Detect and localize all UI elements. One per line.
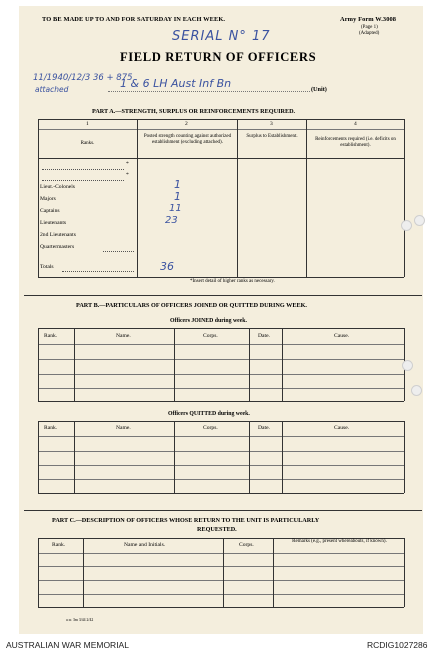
part-a-heading: PART A.—STRENGTH, SURPLUS OR REINFORCEMENTS REQUIRED. (92, 108, 296, 115)
quitted-col-date: Date. (258, 425, 270, 431)
col-header-strength: Posted strength counting against authorized establishment (excluding attached). (143, 134, 232, 145)
quitted-col-cause: Cause. (334, 425, 350, 431)
rank-lieutenants: Lieutenants (40, 220, 67, 226)
asterisk-row-1: * (126, 161, 129, 167)
col-header-surplus: Surplus to Establishment. (246, 134, 298, 139)
joined-col-rank: Rank. (44, 333, 58, 339)
part-c-heading-1: PART C.—DESCRIPTION OF OFFICERS WHOSE RETURN TO THE UNIT IS PARTICULARLY (52, 517, 320, 524)
rank-lieut-colonels: Lieut.-Colonels (40, 184, 75, 190)
punch-hole (411, 385, 422, 396)
strength-lieutenants: 23 (165, 215, 178, 226)
strength-captains: 11 (169, 203, 182, 214)
rank-quartermasters: Quartermasters (40, 244, 75, 250)
strength-majors: 1 (174, 190, 181, 203)
col-header-ranks: Ranks. (80, 141, 95, 146)
col-number-2: 2 (185, 121, 188, 127)
totals-label: Totals (40, 264, 54, 270)
asterisk-row-2: * (126, 172, 129, 178)
col-number-1: 1 (86, 121, 89, 127)
printer-note: a.w. 3m 3/44 2/42 (66, 618, 94, 622)
part-b-heading: PART B.—PARTICULARS OF OFFICERS JOINED OR QUITTED DURING WEEK. (76, 302, 307, 309)
form-page: (Page 1) (361, 25, 378, 30)
page-title: FIELD RETURN OF OFFICERS (120, 50, 317, 64)
form-instruction: TO BE MADE UP TO AND FOR SATURDAY IN EACH WEEK. (42, 16, 226, 23)
handwritten-unit: 1 & 6 LH Aust Inf Bn (120, 77, 232, 90)
footer-id: RCDIG1027286 (367, 640, 428, 650)
part-a-footnote: *Insert detail of higher ranks as necessary. (190, 279, 275, 284)
rank-captains: Captains (40, 208, 60, 214)
totals-value: 36 (160, 260, 174, 273)
form-adapted: (Adapted) (359, 31, 380, 36)
part-c-col-corps: Corps. (239, 542, 254, 548)
quitted-col-corps: Corps. (203, 425, 218, 431)
rank-2nd-lieutenants: 2nd Lieutenants (40, 232, 76, 238)
quitted-title: Officers QUITTED during week. (168, 411, 250, 417)
punch-hole (414, 215, 425, 226)
punch-hole (401, 220, 412, 231)
strength-lieut-colonels: 1 (174, 178, 181, 191)
handwritten-date: 11/1940/12/3 36 + 875 (33, 73, 133, 83)
handwritten-serial: SERIAL N° 17 (172, 29, 271, 44)
punch-hole (402, 360, 413, 371)
joined-col-date: Date. (258, 333, 270, 339)
joined-col-corps: Corps. (203, 333, 218, 339)
joined-title: Officers JOINED during week. (170, 318, 247, 324)
quitted-col-name: Name. (116, 425, 131, 431)
joined-col-cause: Cause. (334, 333, 350, 339)
footer-source: AUSTRALIAN WAR MEMORIAL (6, 640, 129, 650)
joined-col-name: Name. (116, 333, 131, 339)
form-id: Army Form W.3008 (340, 16, 397, 23)
part-c-col-remarks: Remarks (e.g., present whereabouts, if known). (292, 539, 387, 544)
unit-suffix: (Unit) (311, 86, 327, 93)
part-c-heading-2: REQUESTED. (197, 526, 237, 533)
quitted-col-rank: Rank. (44, 425, 58, 431)
part-c-col-rank: Rank. (52, 542, 66, 548)
col-number-3: 3 (270, 121, 273, 127)
handwritten-attached: attached (35, 85, 69, 94)
col-header-reinforcements: Reinforcements required (i.e. deficits on establishment). (315, 137, 396, 148)
col-number-4: 4 (354, 121, 357, 127)
part-c-col-name: Name and Initials. (124, 542, 166, 548)
rank-majors: Majors (40, 196, 56, 202)
